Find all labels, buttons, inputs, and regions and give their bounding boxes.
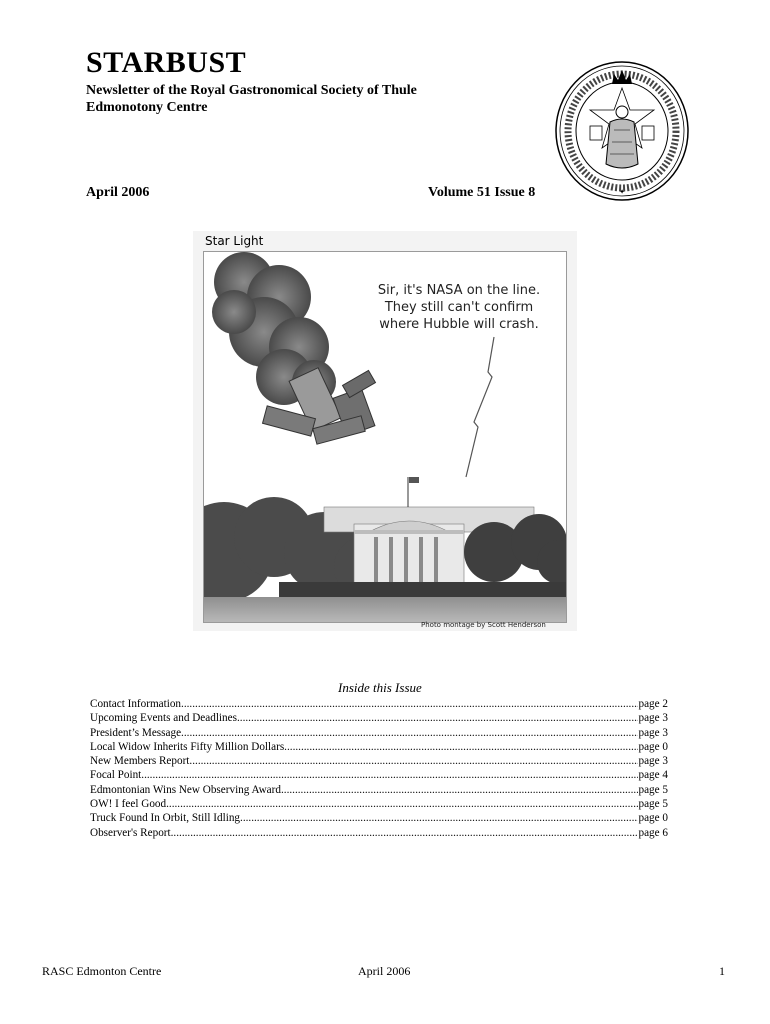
toc-item-label: President’s Message — [90, 726, 182, 739]
subtitle-line-2: Edmonotony Centre — [86, 100, 208, 115]
caption-line-3: where Hubble will crash. — [379, 317, 539, 332]
toc-item-label: New Members Report — [90, 755, 190, 768]
toc-item[interactable] — [90, 740, 668, 754]
toc-item-page: page 3 — [638, 726, 668, 739]
toc-item-page: page 6 — [638, 826, 668, 839]
caption-line-2: They still can't confirm — [384, 300, 534, 315]
toc-item-page: page 3 — [638, 755, 668, 768]
toc-item[interactable] — [90, 797, 668, 811]
toc-item-label: OW! I feel Good — [90, 798, 167, 811]
toc-leader-dots — [171, 826, 639, 840]
svg-text:✦: ✦ — [619, 188, 625, 196]
lightning-line — [466, 337, 494, 477]
toc-leader-dots — [181, 726, 638, 740]
toc-item-label: Contact Information — [90, 698, 182, 710]
newsletter-subtitle — [86, 82, 417, 116]
issue-date: April 2006 — [86, 185, 150, 200]
toc-leader-dots — [141, 768, 638, 782]
toc-item[interactable] — [90, 697, 668, 711]
toc-item[interactable] — [90, 726, 668, 740]
toc-item-label: Edmontonian Wins New Observing Award — [90, 783, 281, 796]
lawn — [204, 597, 566, 622]
toc-leader-dots — [166, 797, 638, 811]
caption-line-1: Sir, it's NASA on the line. — [377, 283, 541, 298]
toc-heading: Inside this Issue — [338, 680, 422, 695]
toc-leader-dots — [281, 783, 639, 797]
cartoon-caption — [364, 282, 554, 333]
toc-item[interactable] — [90, 768, 668, 782]
toc-item-page: page 4 — [638, 769, 668, 782]
footer-date: April 2006 — [358, 964, 411, 978]
toc-item[interactable] — [90, 811, 668, 825]
toc-item-label: Focal Point — [90, 769, 142, 782]
cartoon-title: Star Light — [205, 234, 264, 248]
toc-item[interactable] — [90, 826, 668, 840]
toc-leader-dots — [237, 711, 639, 725]
toc-item-page: page 5 — [638, 798, 668, 811]
table-of-contents — [90, 697, 668, 840]
toc-item-label: Local Widow Inherits Fifty Million Dollars — [90, 740, 285, 753]
toc-item-page: page 5 — [638, 783, 668, 796]
toc-leader-dots — [181, 697, 638, 711]
toc-item[interactable] — [90, 711, 668, 725]
toc-item-page: page 0 — [638, 812, 668, 825]
toc-item-page: page 3 — [638, 712, 668, 725]
toc-item-page: page 0 — [638, 740, 668, 753]
toc-item[interactable] — [90, 783, 668, 797]
toc-item-label: Truck Found In Orbit, Still Idling — [90, 812, 241, 825]
toc-item-label: Upcoming Events and Deadlines — [90, 712, 237, 725]
toc-item-page: page 2 — [638, 698, 668, 710]
footer-centre-name: RASC Edmonton Centre — [42, 964, 162, 978]
issue-volume: Volume 51 Issue 8 — [428, 185, 536, 200]
subtitle-line-1: Newsletter of the Royal Gastronomical Society of Thule — [86, 83, 417, 98]
newsletter-title: STARBUST — [86, 46, 247, 79]
toc-item-label: Observer's Report — [90, 826, 171, 839]
society-seal-icon — [554, 60, 690, 202]
cartoon-image — [193, 231, 577, 631]
toc-leader-dots — [189, 754, 638, 768]
cartoon-panel — [203, 251, 567, 623]
toc-item[interactable] — [90, 754, 668, 768]
toc-leader-dots — [284, 740, 638, 754]
footer-page-number: 1 — [719, 964, 725, 978]
photo-credit: Photo montage by Scott Henderson — [421, 621, 546, 629]
toc-leader-dots — [240, 811, 638, 825]
